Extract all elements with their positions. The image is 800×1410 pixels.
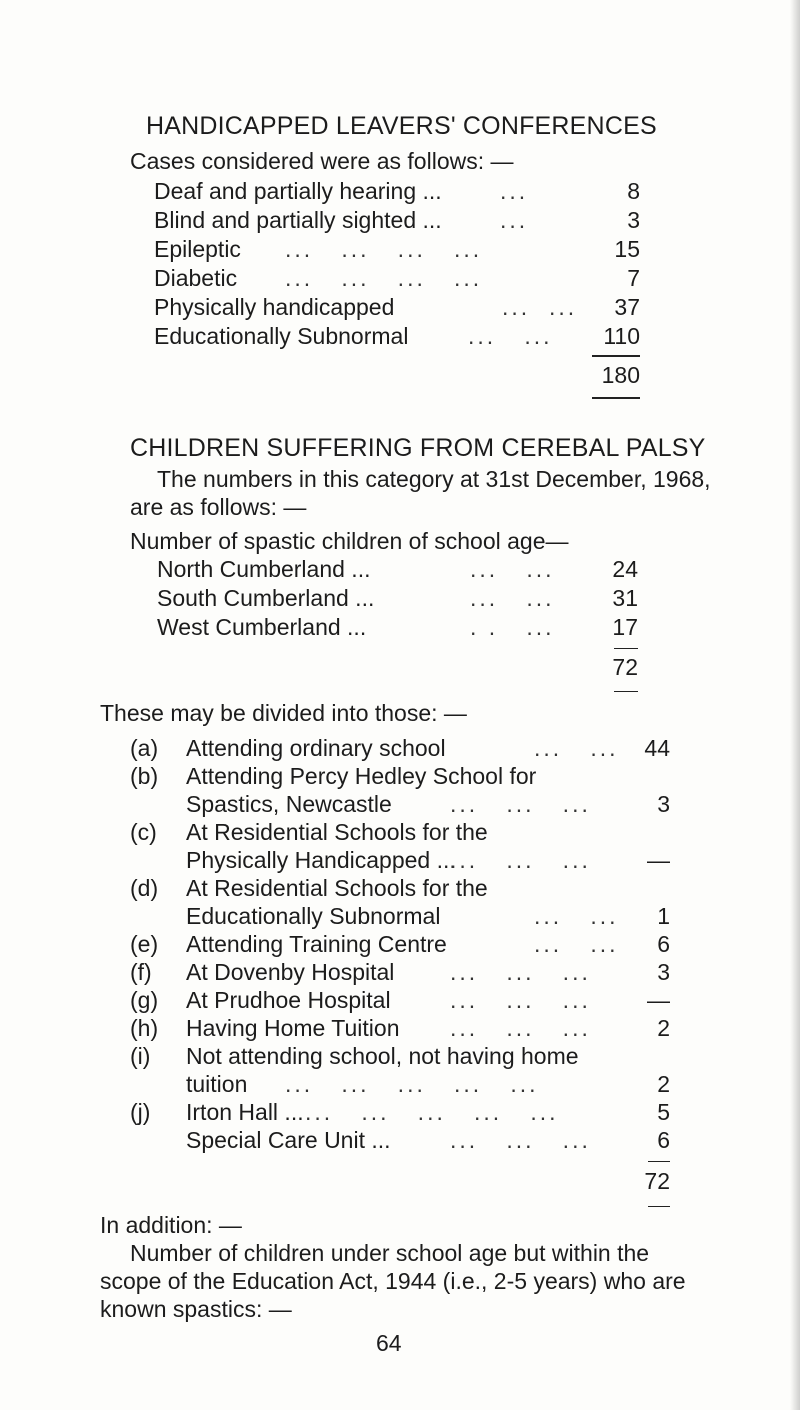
category-label-cont: Educationally Subnormal	[186, 903, 441, 929]
dot-leader: ... ... ... ...	[285, 236, 483, 262]
cerebral-heading: CHILDREN SUFFERING FROM CEREBAL PALSY	[130, 434, 706, 462]
category-label: Having Home Tuition	[186, 1015, 400, 1041]
dot-leader: ... ... ...	[450, 987, 591, 1013]
page-number: 64	[376, 1330, 402, 1356]
dot-leader: ... ...	[534, 931, 619, 957]
total-rule	[614, 691, 638, 692]
dot-leader: ... ...	[470, 556, 555, 582]
area-value: 17	[612, 614, 638, 640]
category-value: 3	[657, 791, 670, 817]
category-label: At Prudhoe Hospital	[186, 987, 391, 1013]
category-value: —	[647, 987, 670, 1013]
leavers-row-value: 37	[614, 294, 640, 320]
category-key: (a)	[130, 735, 159, 761]
dot-leader: ...	[500, 207, 529, 233]
leavers-row-value: 110	[603, 323, 640, 349]
dot-leader: ... ... ... ... ...	[305, 1099, 559, 1125]
category-value: 2	[657, 1015, 670, 1041]
dot-leader: ... ... ... ...	[285, 265, 483, 291]
dot-leader: ... ... ...	[450, 791, 591, 817]
dot-leader: ... ... ...	[450, 1015, 591, 1041]
category-value: 44	[644, 735, 670, 761]
leavers-row-label: Physically handicapped	[154, 294, 395, 320]
dot-leader: ... ... ...	[450, 959, 591, 985]
category-label: At Dovenby Hospital	[186, 959, 395, 985]
cerebral-sub-intro: Number of spastic children of school age—	[130, 528, 569, 554]
leavers-row-label: Blind and partially sighted ...	[154, 207, 442, 233]
category-value: —	[647, 847, 670, 873]
category-key: (h)	[130, 1015, 159, 1041]
dot-leader: ... ...	[468, 323, 553, 349]
area-label: West Cumberland ...	[157, 614, 367, 640]
addition-line1: Number of children under school age but within the	[130, 1240, 650, 1266]
dot-leader: . . ...	[470, 614, 555, 640]
total-rule	[614, 648, 638, 649]
leavers-row-value: 15	[614, 236, 640, 262]
category-value: 1	[657, 903, 670, 929]
dot-leader: ... ... ...	[450, 1127, 591, 1153]
category-label: At Residential Schools for the	[186, 819, 488, 845]
category-label: Attending ordinary school	[186, 735, 446, 761]
category-label-cont: Physically Handicapped ...	[186, 847, 456, 873]
addition-line3: known spastics: —	[100, 1296, 292, 1322]
leavers-row-label: Diabetic	[154, 265, 238, 291]
category-value: 6	[657, 931, 670, 957]
cerebral-intro-line1: The numbers in this category at 31st December, 1968,	[157, 466, 711, 492]
dot-leader: ...	[500, 178, 529, 204]
category-label-cont: tuition	[186, 1071, 248, 1097]
category-key: (c)	[130, 819, 157, 845]
category-label: Irton Hall ...	[186, 1099, 304, 1125]
category-value: 5	[657, 1099, 670, 1125]
category-key: (i)	[130, 1043, 151, 1069]
dot-leader: ... ...	[534, 735, 619, 761]
total-rule	[648, 1161, 670, 1162]
area-value: 24	[612, 556, 638, 582]
total-rule	[592, 397, 640, 399]
leavers-row-label: Epileptic	[154, 236, 241, 262]
addition-heading: In addition: —	[100, 1212, 242, 1238]
area-label: North Cumberland ...	[157, 556, 371, 582]
dot-leader: ... ... ...	[450, 847, 591, 873]
category-label: At Residential Schools for the	[186, 875, 488, 901]
dot-leader: ... ...	[470, 585, 555, 611]
categories-total: 72	[644, 1168, 670, 1194]
total-rule	[592, 355, 640, 357]
leavers-row-label: Educationally Subnormal	[154, 323, 409, 349]
area-label: South Cumberland ...	[157, 585, 375, 611]
category-label: Attending Training Centre	[186, 931, 447, 957]
area-value: 31	[612, 585, 638, 611]
leavers-row-value: 8	[627, 178, 640, 204]
leavers-row-value: 7	[627, 265, 640, 291]
category-label: Special Care Unit ...	[186, 1127, 391, 1153]
divided-intro: These may be divided into those: —	[100, 700, 467, 726]
cerebral-intro-line2: are as follows: —	[130, 494, 307, 520]
dot-leader: ... ...	[534, 903, 619, 929]
total-rule	[648, 1206, 670, 1207]
category-label: Attending Percy Hedley School for	[186, 763, 537, 789]
dot-leader: ... ... ... ... ...	[285, 1071, 539, 1097]
category-label-cont: Spastics, Newcastle	[186, 791, 392, 817]
category-value: 2	[657, 1071, 670, 1097]
dot-leader: ... ...	[502, 294, 578, 320]
category-value: 6	[657, 1127, 670, 1153]
addition-line2: scope of the Education Act, 1944 (i.e., 2-5 years) who are	[100, 1268, 686, 1294]
leavers-intro: Cases considered were as follows: —	[130, 148, 514, 174]
category-key: (e)	[130, 931, 159, 957]
leavers-row-value: 3	[627, 207, 640, 233]
category-value: 3	[657, 959, 670, 985]
category-key: (f)	[130, 959, 152, 985]
page-edge-shadow	[790, 0, 800, 1410]
category-label: Not attending school, not having home	[186, 1043, 579, 1069]
category-key: (j)	[130, 1099, 151, 1125]
leavers-row-label: Deaf and partially hearing ...	[154, 178, 442, 204]
areas-total: 72	[612, 654, 638, 680]
leavers-total: 180	[601, 362, 640, 388]
category-key: (d)	[130, 875, 159, 901]
leavers-heading: HANDICAPPED LEAVERS' CONFERENCES	[146, 112, 657, 140]
category-key: (b)	[130, 763, 159, 789]
category-key: (g)	[130, 987, 159, 1013]
